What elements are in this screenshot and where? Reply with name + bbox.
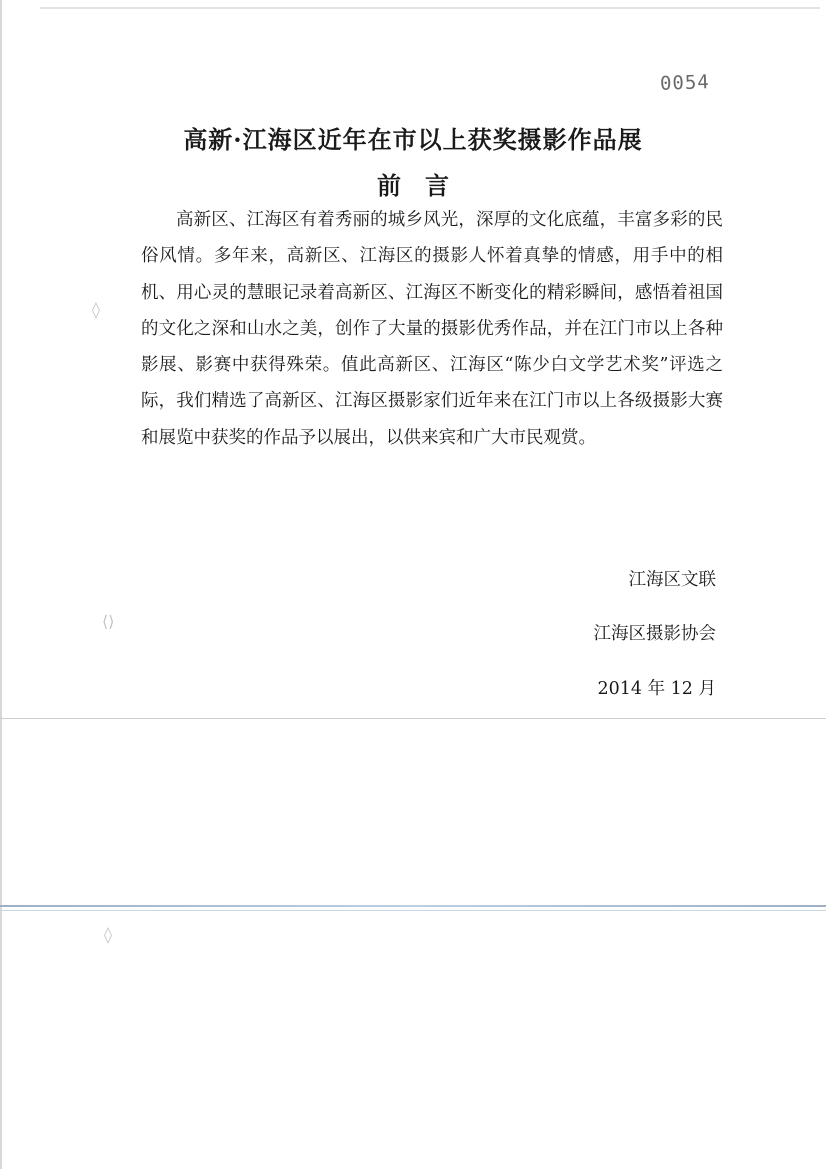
scan-fold-line <box>0 910 826 911</box>
punch-hole-mark-icon: ⟨⟩ <box>102 612 115 631</box>
scan-fold-line <box>0 905 826 907</box>
document-subtitle: 前言 <box>377 171 473 200</box>
scan-top-shadow <box>40 7 820 9</box>
body-paragraph: 高新区、江海区有着秀丽的城乡风光，深厚的文化底蕴，丰富多彩的民俗风情。多年来，高新区、江海区的摄影人怀着真挚的情感，用手中的相机、用心灵的慧眼记录着高新区、江海区不断变化的精彩瞬间，感悟着祖国的文化之深和山水之美，创作了大量的摄影优秀作品，并在江门市以上各种影展、影赛中获得殊荣。值此高新区、江海区“陈少白文学艺术奖”评选之际，我们精选了高新区、江海区摄影家们近年来在江门市以上各级摄影大赛和展览中获奖的作品予以展出，以供来宾和广大市民观赏。 <box>141 210 723 448</box>
signature-organization: 江海区摄影协会 <box>593 624 716 644</box>
punch-hole-mark-icon: ◊ <box>104 925 112 944</box>
scan-edge <box>0 0 2 1169</box>
punch-hole-mark-icon: ◊ <box>92 300 100 319</box>
page-number: 0054 <box>659 71 711 95</box>
signature-date: 2014 年 12 月 <box>597 679 716 699</box>
signature-organization: 江海区文联 <box>628 570 716 590</box>
scan-fold-line <box>0 718 826 719</box>
document-title: 高新·江海区近年在市以上获奖摄影作品展 <box>183 125 643 154</box>
